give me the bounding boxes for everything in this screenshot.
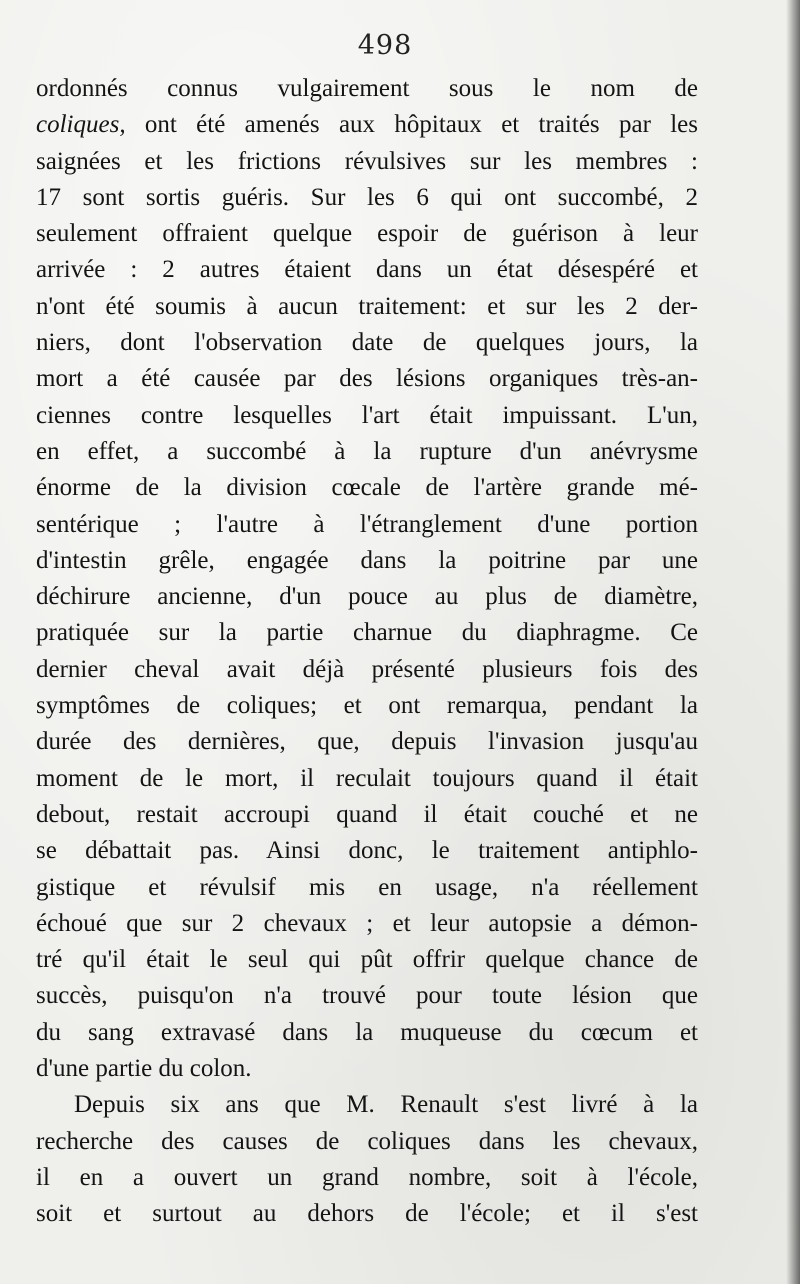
text-line: dernier cheval avait déjà présenté plusieurs fois des [36,655,698,683]
text-line: niers, dont l'observation date de quelques jours, la [36,329,698,357]
text-line: en effet, a succombé à la rupture d'un anévrysme [36,437,698,465]
text-line: seulement offraient quelque espoir de guérison à leur [36,220,698,248]
text-line: du sang extravasé dans la muqueuse du cœcum et [36,1018,698,1046]
text-line: symptômes de coliques; et ont remarqua, pendant la [36,692,698,720]
text-line: déchirure ancienne, d'un pouce au plus de diamètre, [36,583,698,611]
text-line: sentérique ; l'autre à l'étranglement d'une portion [36,510,698,538]
text-line-content: coliques, ont été amenés aux hôpitaux et traités par les [36,111,698,139]
text-line: n'ont été soumis à aucun traitement: et sur les 2 der- [36,292,698,320]
text-line: tré qu'il était le seul qui pût offrir quelque chance de [36,946,698,974]
text-line: succès, puisqu'on n'a trouvé pour toute lésion que [36,982,698,1010]
text-line-last: d'une partie du colon. [36,1055,252,1083]
text-line: durée des dernières, que, depuis l'invasion jusqu'au [36,728,698,756]
text-line [36,107,698,143]
text-line: ordonnés connus vulgairement sous le nom de [36,75,698,102]
text-line: moment de le mort, il reculait toujours quand il était [36,764,698,792]
page-edge-shadow [786,0,800,1284]
text-line: il en a ouvert un grand nombre, soit à l'école, [36,1163,698,1191]
text-line: ciennes contre lesquelles l'art était impuissant. L'un, [36,401,698,429]
text-line: soit et surtout au dehors de l'école; et il s'est [36,1200,698,1228]
text-line: saignées et les frictions révulsives sur les membres : [36,147,698,175]
text-line: énorme de la division cœcale de l'artère grande mé- [36,474,698,502]
text-line: pratiquée sur la partie charnue du diaphragme. Ce [36,619,698,647]
text-line-indented: Depuis six ans que M. Renault s'est livré à la [74,1091,698,1119]
text-line: gistique et révulsif mis en usage, n'a réellement [36,873,698,901]
page-number: 498 [357,30,413,61]
text-line: se débattait pas. Ainsi donc, le traitement antiphlo- [36,837,698,865]
text-line: mort a été causée par des lésions organiques très-an- [36,365,698,393]
body-text [36,71,698,1233]
text-line: 17 sont sortis guéris. Sur les 6 qui ont succombé, 2 [36,183,698,211]
text-line: recherche des causes de coliques dans les chevaux, [36,1127,698,1155]
text-line: d'intestin grêle, engagée dans la poitrine par une [36,546,698,574]
text-line: arrivée : 2 autres étaient dans un état désespéré et [36,256,698,284]
italic-word: coliques, [36,111,126,139]
text-line: debout, restait accroupi quand il était couché et ne [36,800,698,828]
text-line: échoué que sur 2 chevaux ; et leur autopsie a démon- [36,909,698,937]
